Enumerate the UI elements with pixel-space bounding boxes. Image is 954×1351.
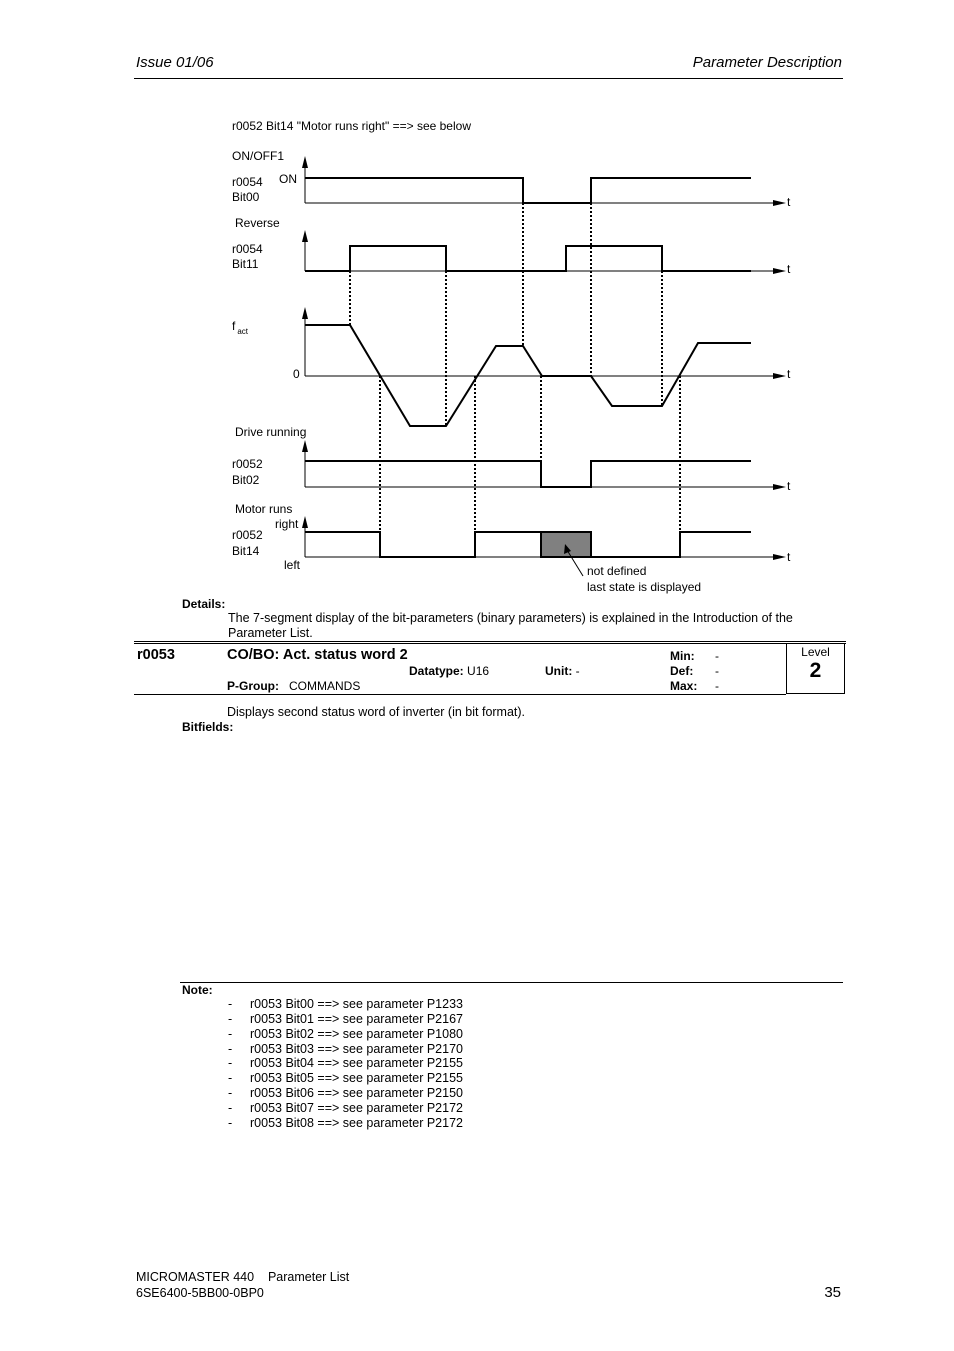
not-defined-region (541, 532, 591, 557)
note-item: - r0053 Bit03 ==> see parameter P2170 (228, 1042, 463, 1056)
note-item: - r0053 Bit08 ==> see parameter P2172 (228, 1116, 463, 1130)
param-datatype: Datatype: U16 (409, 664, 490, 678)
label-right: right (275, 517, 299, 531)
t-label-2: t (787, 262, 791, 276)
time-arrowheads (773, 200, 786, 560)
signal-reverse (305, 246, 751, 271)
diagram-caption: r0052 Bit14 "Motor runs right" ==> see below (232, 119, 471, 133)
param-unit: Unit: - (545, 664, 580, 678)
label-zero: 0 (293, 367, 300, 381)
label-left: left (284, 558, 301, 572)
signal-onoff1 (305, 178, 751, 203)
note-item: - r0053 Bit05 ==> see parameter P2155 (228, 1071, 463, 1085)
label-r0052-bit02-b: Bit02 (232, 473, 260, 487)
note-item: - r0053 Bit00 ==> see parameter P1233 (228, 997, 463, 1011)
note-label: Note: (182, 983, 213, 997)
label-reverse: Reverse (235, 216, 280, 230)
dotted-guides (350, 203, 680, 532)
label-fact: f $_{act}$ (232, 319, 249, 336)
param-def-value: - (715, 664, 719, 678)
param-id: r0053 (137, 647, 175, 663)
param-rule-top (134, 641, 846, 642)
footer-product: MICROMASTER 440 Parameter List (136, 1270, 350, 1284)
annotation-not-defined: not defined (587, 564, 647, 578)
header-issue: Issue 01/06 (136, 54, 214, 71)
footer-order-number: 6SE6400-5BB00-0BP0 (136, 1286, 264, 1300)
param-min-label: Min: (670, 649, 695, 663)
note-item: - r0053 Bit07 ==> see parameter P2172 (228, 1101, 463, 1115)
note-item: - r0053 Bit01 ==> see parameter P2167 (228, 1012, 463, 1026)
label-r0052-bit14-a: r0052 (232, 528, 263, 542)
bitfields-label: Bitfields: (182, 720, 234, 734)
details-label: Details: (182, 597, 226, 611)
param-min-value: - (715, 649, 719, 663)
timing-diagram (0, 0, 954, 610)
details-line-1: The 7-segment display of the bit-parameters (binary parameters) is explained in the Introduction of the (228, 611, 793, 625)
label-r0054-bit00-a: r0054 (232, 175, 263, 189)
page-number: 35 (824, 1284, 841, 1301)
param-description: Displays second status word of inverter (in bit format). (227, 705, 526, 719)
t-label-1: t (787, 195, 791, 209)
signal-motor-direction (305, 532, 541, 557)
label-r0054-bit11-a: r0054 (232, 242, 263, 256)
annotation-last-state: last state is displayed (587, 580, 702, 594)
signal-drive-running (305, 461, 751, 487)
param-level-box (786, 643, 845, 694)
t-label-5: t (787, 550, 791, 564)
label-r0054-bit00-b: Bit00 (232, 190, 260, 204)
param-def-label: Def: (670, 664, 694, 678)
t-label-3: t (787, 367, 791, 381)
header-section-title: Parameter Description (692, 54, 842, 71)
signal-motor-direction-2 (591, 532, 751, 557)
param-rule-top-2 (134, 643, 846, 644)
note-rule (180, 982, 843, 983)
param-max-label: Max: (670, 679, 698, 693)
label-motor-runs: Motor runs (235, 502, 293, 516)
t-label-4: t (787, 479, 791, 493)
label-drive-running: Drive running (235, 425, 307, 439)
label-onoff: ON/OFF1 (232, 149, 285, 163)
param-pgroup: P-Group: COMMANDS (227, 679, 361, 693)
details-line-2: Parameter List. (228, 626, 313, 640)
param-level-label: Level (801, 645, 830, 659)
note-item: - r0053 Bit06 ==> see parameter P2150 (228, 1086, 463, 1100)
label-r0054-bit11-b: Bit11 (232, 257, 259, 271)
param-title: CO/BO: Act. status word 2 (227, 647, 408, 663)
note-item: - r0053 Bit02 ==> see parameter P1080 (228, 1027, 463, 1041)
label-r0052-bit02-a: r0052 (232, 457, 263, 471)
param-level-value: 2 (809, 659, 822, 682)
label-on: ON (279, 172, 297, 186)
label-r0052-bit14-b: Bit14 (232, 544, 260, 558)
param-rule-bottom (134, 694, 786, 695)
param-max-value: - (715, 679, 719, 693)
note-item: - r0053 Bit04 ==> see parameter P2155 (228, 1056, 463, 1070)
